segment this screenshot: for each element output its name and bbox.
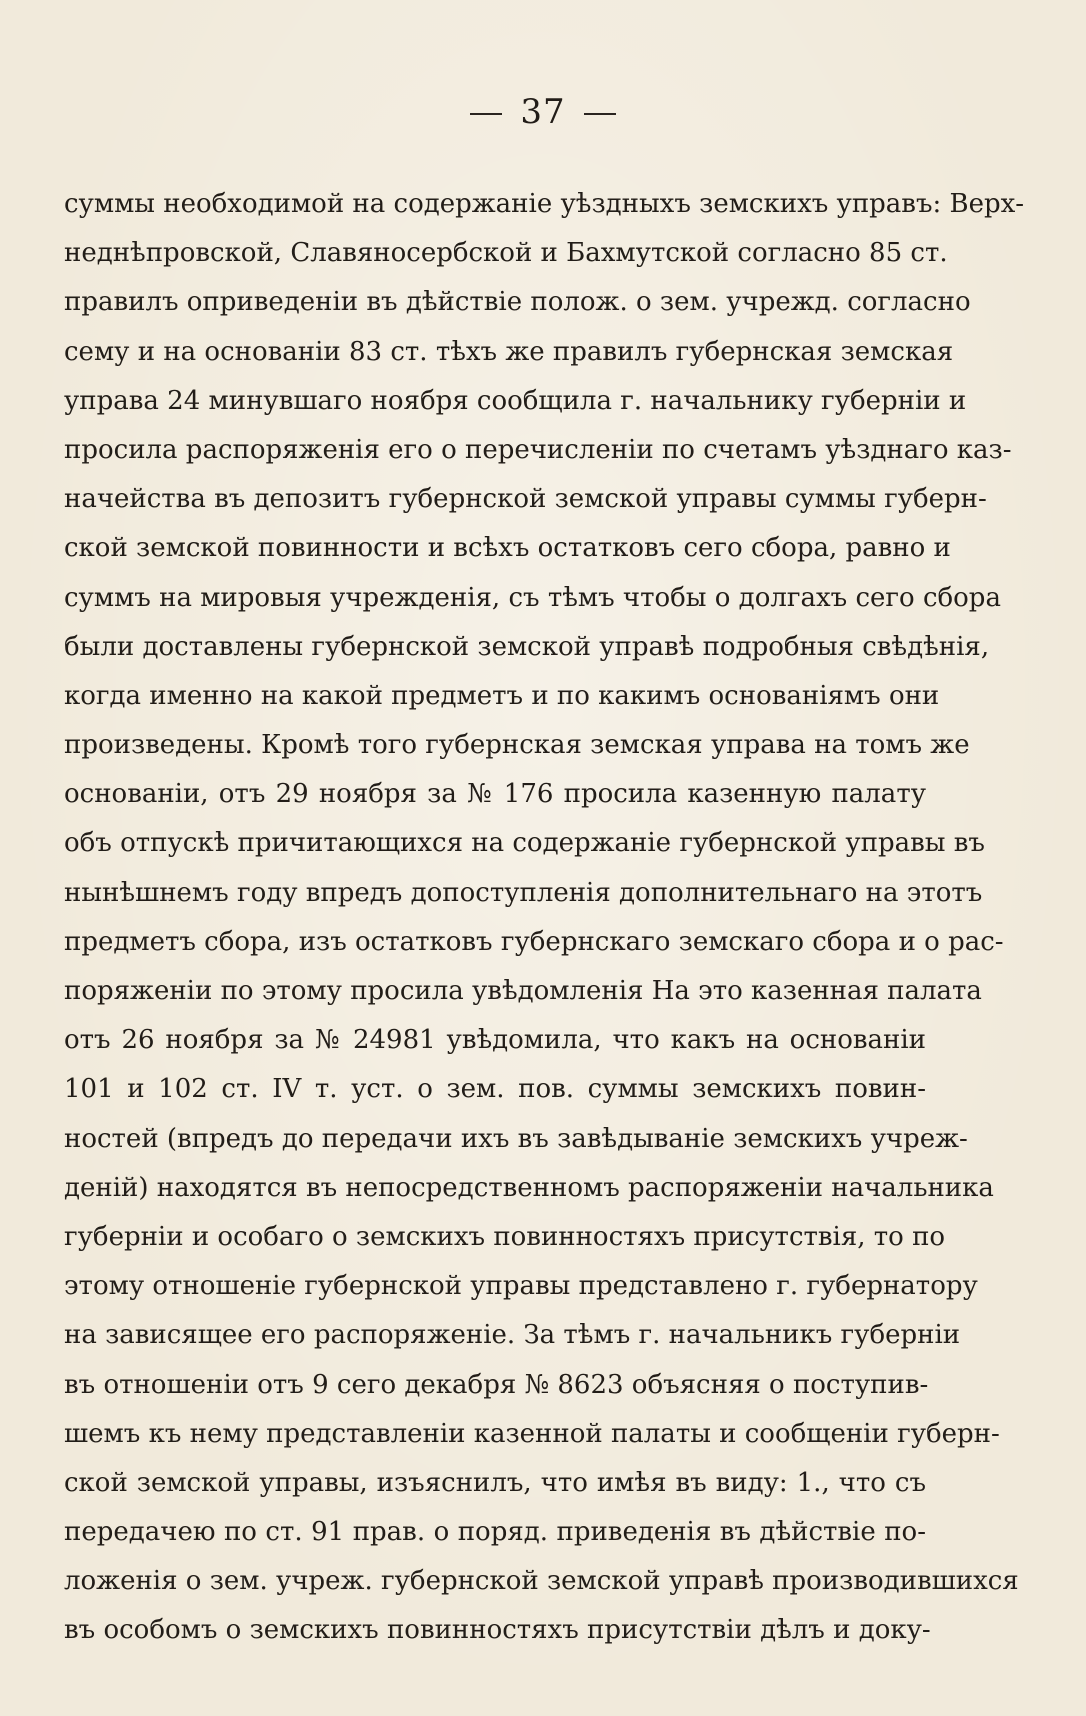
page-number bbox=[0, 92, 1086, 132]
text-line: сему и на основаніи 83 ст. тѣхъ же правилъ губернская земская bbox=[64, 336, 954, 367]
text-line: ской земской управы, изъяснилъ, что имѣя въ виду: 1., что съ bbox=[64, 1467, 926, 1498]
text-line: когда именно на какой предметъ и по какимъ основаніямъ они bbox=[64, 680, 940, 711]
body-text bbox=[64, 180, 1025, 1656]
text-line: объ отпускѣ причитающихся на содержаніе губернской управы въ bbox=[64, 828, 985, 859]
text-line: передачею по ст. 91 прав. о поряд. приведенія въ дѣйствіе по- bbox=[64, 1517, 926, 1548]
text-line: основаніи, отъ 29 ноября за № 176 просила казенную палату bbox=[64, 779, 926, 810]
text-line: неднѣпровской, Славяносербской и Бахмутской согласно 85 ст. bbox=[64, 238, 948, 269]
text-line: отъ 26 ноября за № 24981 увѣдомила, что какъ на основаніи bbox=[64, 1025, 926, 1056]
text-line: управа 24 минувшаго ноября сообщила г. начальнику губерніи и bbox=[64, 385, 967, 416]
page-number-value: 37 bbox=[520, 92, 566, 132]
text-line: произведены. Кромѣ того губернская земская управа на томъ же bbox=[64, 730, 970, 761]
text-line: въ особомъ о земскихъ повинностяхъ присутствіи дѣлъ и доку- bbox=[64, 1615, 931, 1646]
right-dash bbox=[584, 113, 616, 115]
text-line: губерніи и особаго о земскихъ повинностяхъ присутствія, то по bbox=[64, 1221, 946, 1252]
text-line: ской земской повинности и всѣхъ остатковъ сего сбора, равно и bbox=[64, 533, 951, 564]
text-line: были доставлены губернской земской управѣ подробныя свѣдѣнія, bbox=[64, 631, 990, 662]
text-line: начейства въ депозитъ губернской земской управы суммы губерн- bbox=[64, 484, 987, 515]
text-line: шемъ къ нему представленіи казенной палаты и сообщеніи губерн- bbox=[64, 1418, 1000, 1449]
text-line: суммъ на мировыя учрежденія, съ тѣмъ чтобы о долгахъ сего сбора bbox=[64, 582, 1001, 613]
text-line: ностей (впредъ до передачи ихъ въ завѣдываніе земскихъ учреж- bbox=[64, 1123, 968, 1154]
text-line: въ отношеніи отъ 9 сего декабря № 8623 объясняя о поступив- bbox=[64, 1369, 929, 1400]
text-line: 101 и 102 ст. IV т. уст. о зем. пов. суммы земскихъ повин- bbox=[64, 1074, 926, 1105]
text-line: просила распоряженія его о перечисленіи по счетамъ уѣзднаго каз- bbox=[64, 434, 1012, 465]
text-line: деній) находятся въ непосредственномъ распоряженіи начальника bbox=[64, 1172, 994, 1203]
text-line: этому отношеніе губернской управы представлено г. губернатору bbox=[64, 1271, 978, 1302]
text-line: нынѣшнемъ году впредъ допоступленія дополнительнаго на этотъ bbox=[64, 877, 983, 908]
text-line: поряженіи по этому просила увѣдомленія На это казенная палата bbox=[64, 976, 982, 1006]
left-dash bbox=[470, 113, 502, 115]
text-line: предметъ сбора, изъ остатковъ губернскаго земскаго сбора и о рас- bbox=[64, 926, 1004, 957]
text-line: ложенія о зем. учреж. губернской земской управѣ производившихся bbox=[64, 1566, 1019, 1597]
text-line: на зависящее его распоряженіе. За тѣмъ г. начальникъ губерніи bbox=[64, 1320, 961, 1351]
text-line: правилъ оприведеніи въ дѣйствіе полож. о зем. учрежд. согласно bbox=[64, 287, 971, 318]
text-line: суммы необходимой на содержаніе уѣздныхъ земскихъ управъ: Верх- bbox=[64, 189, 1025, 219]
